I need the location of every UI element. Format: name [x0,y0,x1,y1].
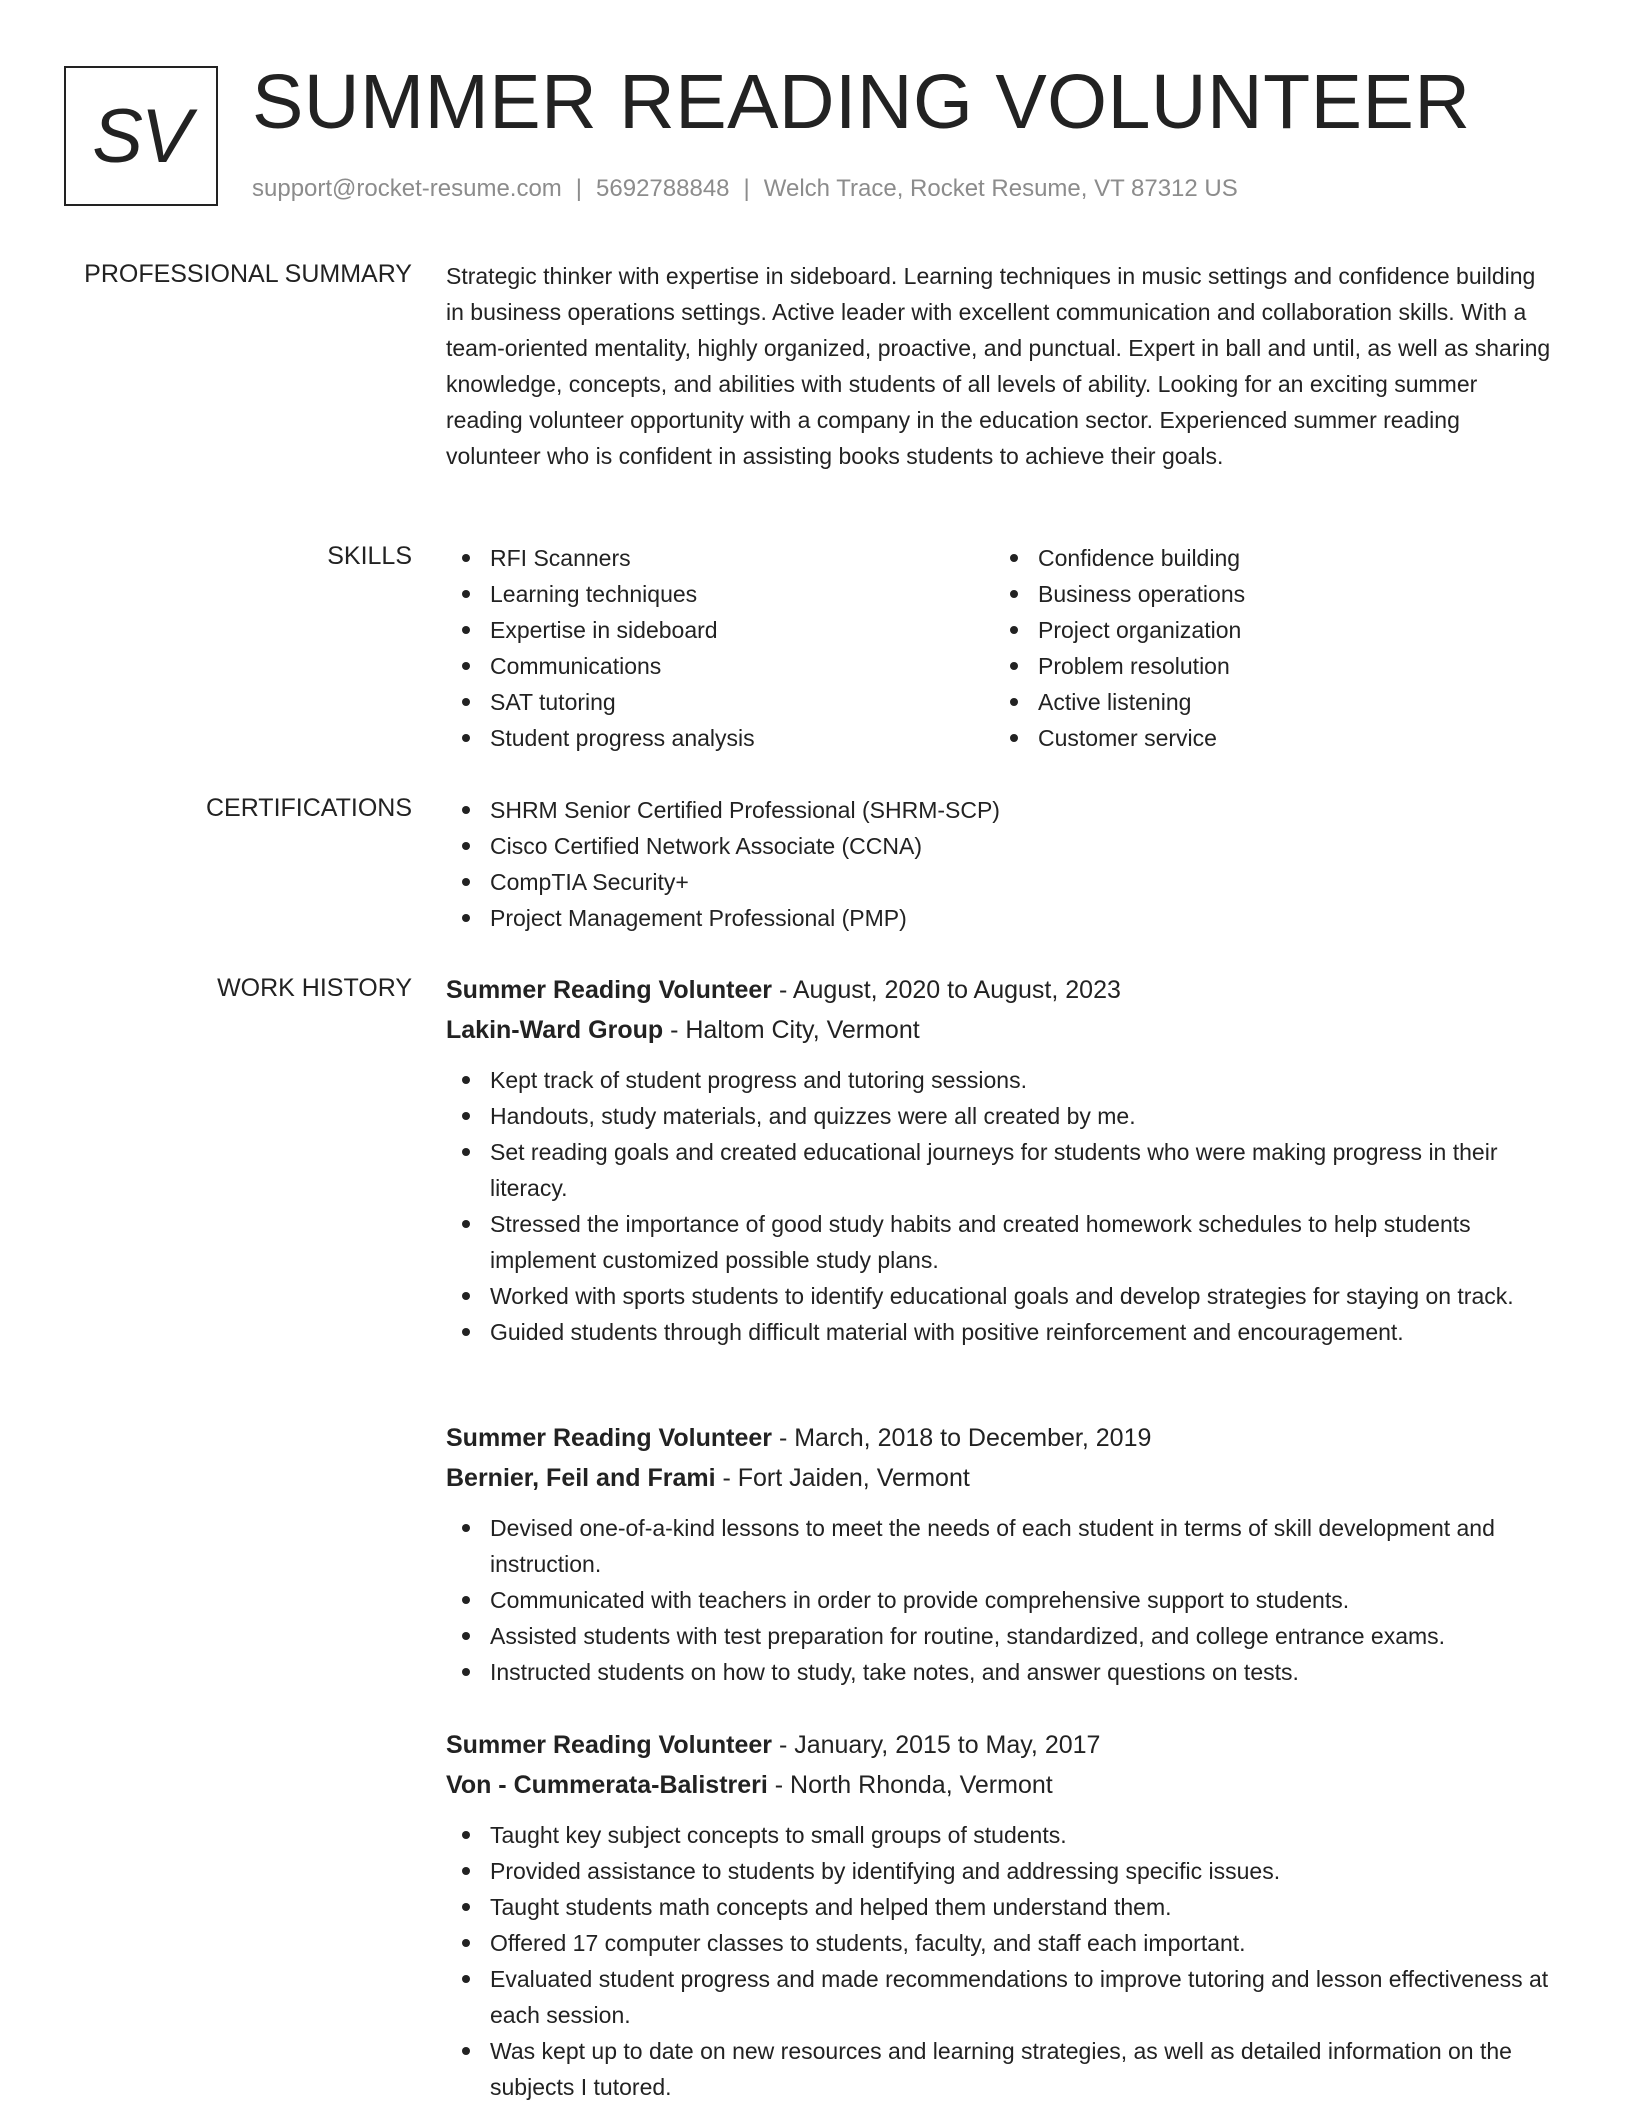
contact-address: Welch Trace, Rocket Resume, VT 87312 US [763,175,1238,202]
list-item: Business operations [994,576,1542,612]
list-item: Customer service [994,720,1542,756]
list-item: Devised one-of-a-kind lessons to meet the needs of each student in terms of skill development and instruction. [446,1510,1558,1582]
list-item: Active listening [994,684,1542,720]
contact-email: support@rocket-resume.com [252,175,562,202]
list-item: Student progress analysis [446,720,994,756]
job-company: Von - Cummerata-Balistreri [446,1771,768,1799]
skills-list-right [994,540,1542,756]
job-bullets [446,1510,1558,1690]
certifications-list [446,792,1558,936]
skills-list-left [446,540,994,756]
skills-content [446,540,1558,756]
summary-content [446,258,1558,474]
job-bullets [446,1062,1558,1350]
job-bullets [446,1817,1558,2105]
contact-separator: | [575,175,583,202]
list-item: Guided students through difficult material with positive reinforcement and encouragement. [446,1314,1558,1350]
list-item: RFI Scanners [446,540,994,576]
list-item: Communications [446,648,994,684]
job-company-line [446,1010,1558,1050]
job-entry [446,970,1558,1350]
job-company: Bernier, Feil and Frami [446,1464,716,1492]
job-dates: - August, 2020 to August, 2023 [772,976,1121,1004]
list-item: Taught key subject concepts to small groups of students. [446,1817,1558,1853]
list-item: Instructed students on how to study, take notes, and answer questions on tests. [446,1654,1558,1690]
list-item: Was kept up to date on new resources and learning strategies, as well as detailed information on the subjects I tutored. [446,2033,1558,2105]
list-item: Expertise in sideboard [446,612,994,648]
list-item: Set reading goals and created educational journeys for students who were making progress in their literacy. [446,1134,1558,1206]
skills-grid [446,540,1558,756]
list-item: Evaluated student progress and made recommendations to improve tutoring and lesson effectiveness at each session. [446,1961,1558,2033]
list-item: Problem resolution [994,648,1542,684]
job-title: Summer Reading Volunteer [446,1731,772,1759]
job-title: Summer Reading Volunteer [446,976,772,1004]
list-item: Assisted students with test preparation for routine, standardized, and college entrance exams. [446,1618,1558,1654]
job-title-line [446,1418,1558,1458]
job-location: - Fort Jaiden, Vermont [715,1464,970,1492]
job-company-line [446,1458,1558,1498]
job-dates: - January, 2015 to May, 2017 [772,1731,1101,1759]
job-company: Lakin-Ward Group [446,1016,664,1044]
list-item: Communicated with teachers in order to provide comprehensive support to students. [446,1582,1558,1618]
job-title-line [446,1725,1558,1765]
list-item: Handouts, study materials, and quizzes were all created by me. [446,1098,1558,1134]
summary-heading: PROFESSIONAL SUMMARY [84,260,412,288]
list-item: Taught students math concepts and helped them understand them. [446,1889,1558,1925]
certifications-content [446,792,1558,936]
list-item: Kept track of student progress and tutoring sessions. [446,1062,1558,1098]
contact-line [252,174,1238,204]
candidate-name: SUMMER READING VOLUNTEER [252,59,1471,145]
list-item: CompTIA Security+ [446,864,1558,900]
job-dates: - March, 2018 to December, 2019 [772,1424,1152,1452]
summary-text: Strategic thinker with expertise in sideboard. Learning techniques in music settings and confidence building in business operations settings. Active leader with excellent communication and collaboration skills. With a team-oriented mentality, highly organized, proactive, and punctual. Expert in ball and until, as well as sharing knowledge, concepts, and abilities with students of all levels of ability. Looking for an exciting summer reading volunteer opportunity with a company in the education sector. Experienced summer reading volunteer who is confident in assisting books students to achieve their goals. [446,263,1551,469]
job-entry [446,1725,1558,2105]
initials-monogram: SV [64,66,218,206]
list-item: Confidence building [994,540,1542,576]
certifications-heading: CERTIFICATIONS [205,794,412,822]
contact-separator: | [743,175,750,202]
list-item: Project Management Professional (PMP) [446,900,1558,936]
job-entry [446,1418,1558,1690]
job-title-line [446,970,1558,1010]
job-company-line [446,1765,1558,1805]
list-item: Cisco Certified Network Associate (CCNA) [446,828,1558,864]
list-item: Learning techniques [446,576,994,612]
list-item: Project organization [994,612,1542,648]
list-item: SHRM Senior Certified Professional (SHRM-SCP) [446,792,1558,828]
work-history-heading: WORK HISTORY [217,974,412,1002]
skills-heading: SKILLS [327,542,412,570]
list-item: Offered 17 computer classes to students, faculty, and staff each important. [446,1925,1558,1961]
list-item: Stressed the importance of good study habits and created homework schedules to help students implement customized possible study plans. [446,1206,1558,1278]
list-item: SAT tutoring [446,684,994,720]
job-location: - North Rhonda, Vermont [767,1771,1053,1799]
job-title: Summer Reading Volunteer [446,1424,772,1452]
job-location: - Haltom City, Vermont [663,1016,920,1044]
list-item: Provided assistance to students by identifying and addressing specific issues. [446,1853,1558,1889]
contact-phone: 5692788848 [596,175,730,202]
list-item: Worked with sports students to identify educational goals and develop strategies for staying on track. [446,1278,1558,1314]
